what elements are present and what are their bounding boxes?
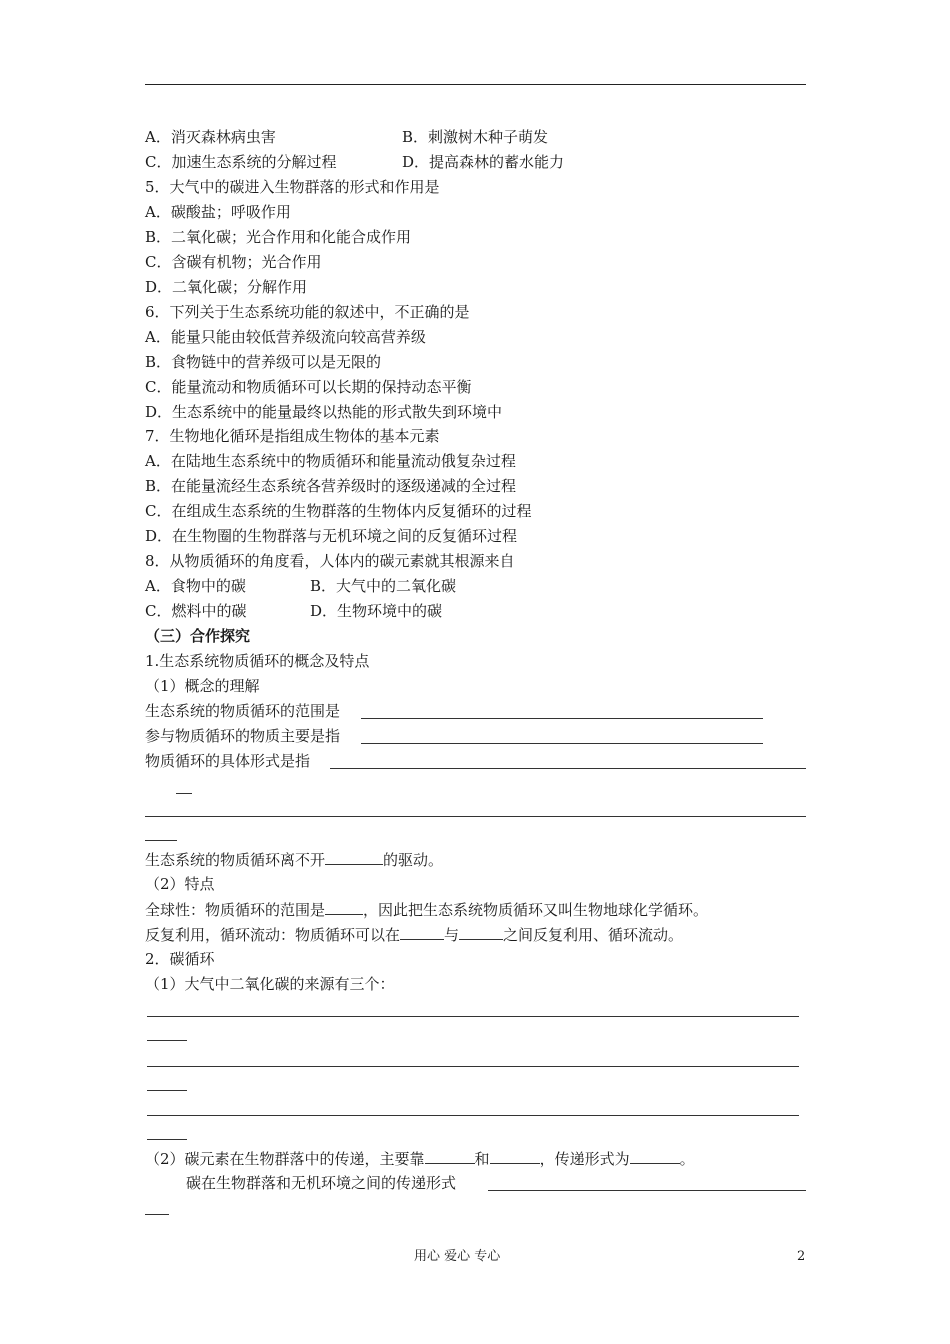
q8-option-d: D．生物环境中的碳 bbox=[310, 602, 443, 620]
drive-label-b: 的驱动。 bbox=[383, 851, 444, 869]
q7-option-b: B．在能量流经生态系统各营养级时的逐级递减的全过程 bbox=[145, 477, 517, 495]
carbon-form-label: 碳在生物群落和无机环境之间的传递形式 bbox=[186, 1174, 457, 1192]
footer-motto: 用心 爱心 专心 bbox=[414, 1249, 501, 1264]
co2-source-blank-2[interactable] bbox=[147, 1066, 799, 1067]
q5-option-c: C．含碳有机物；光合作用 bbox=[145, 253, 322, 271]
section-heading: （三）合作探究 bbox=[145, 627, 251, 645]
q4-option-a: A．消灭森林病虫害 bbox=[145, 128, 276, 146]
q5-option-b: B．二氧化碳；光合作用和化能合成作用 bbox=[145, 228, 412, 246]
drive-line bbox=[145, 849, 443, 869]
carbon-transfer-b: 和 bbox=[474, 1150, 490, 1168]
range-blank[interactable] bbox=[361, 718, 763, 719]
matter-blank[interactable] bbox=[361, 743, 763, 744]
sub2-title: （2）特点 bbox=[145, 875, 215, 893]
reuse-line bbox=[145, 924, 683, 944]
reuse-label-b: 与 bbox=[444, 926, 460, 944]
drive-label-a: 生态系统的物质循环离不开 bbox=[145, 851, 326, 869]
form-blank-4[interactable] bbox=[145, 840, 177, 841]
q6-option-a: A．能量只能由较低营养级流向较高营养级 bbox=[145, 328, 426, 346]
q5-option-a: A．碳酸盐；呼吸作用 bbox=[145, 203, 291, 221]
carbon-transfer-line bbox=[145, 1148, 695, 1168]
header-rule bbox=[145, 84, 806, 85]
form-blank-2[interactable] bbox=[176, 793, 192, 794]
q6-option-d: D．生态系统中的能量最终以热能的形式散失到环境中 bbox=[145, 403, 503, 421]
q8-stem: 8．从物质循环的角度看，人体内的碳元素就其根源来自 bbox=[145, 552, 515, 570]
range-label: 生态系统的物质循环的范围是 bbox=[145, 702, 341, 720]
carbon-form-blank-1[interactable] bbox=[488, 1190, 806, 1191]
global-blank[interactable] bbox=[325, 899, 363, 915]
carbon-blank-3[interactable] bbox=[630, 1148, 680, 1164]
q5-stem: 5．大气中的碳进入生物群落的形式和作用是 bbox=[145, 178, 440, 196]
q4-option-c: C．加速生态系统的分解过程 bbox=[145, 153, 337, 171]
carbon-blank-2[interactable] bbox=[490, 1148, 540, 1164]
global-label-b: ，因此把生态系统物质循环又叫生物地球化学循环。 bbox=[363, 901, 709, 919]
q7-option-a: A．在陆地生态系统中的物质循环和能量流动俄复杂过程 bbox=[145, 452, 516, 470]
co2-source-blank-2b[interactable] bbox=[147, 1090, 187, 1091]
q8-option-a: A．食物中的碳 bbox=[145, 577, 246, 595]
q4-option-d: D．提高森林的蓄水能力 bbox=[402, 153, 565, 171]
q8-option-b: B．大气中的二氧化碳 bbox=[310, 577, 457, 595]
global-label-a: 全球性：物质循环的范围是 bbox=[145, 901, 326, 919]
carbon-transfer-c: ，传递形式为 bbox=[539, 1150, 630, 1168]
carbon-form-blank-2[interactable] bbox=[145, 1214, 169, 1215]
form-blank-1[interactable] bbox=[330, 768, 806, 769]
q6-option-c: C．能量流动和物质循环可以长期的保持动态平衡 bbox=[145, 378, 472, 396]
carbon-transfer-d: 。 bbox=[679, 1150, 695, 1168]
co2-source-blank-3[interactable] bbox=[147, 1115, 799, 1116]
co2-source-blank-1[interactable] bbox=[147, 1016, 799, 1017]
carbon-transfer-a: （2）碳元素在生物群落中的传递，主要靠 bbox=[145, 1150, 425, 1168]
global-line bbox=[145, 899, 708, 919]
q4-option-b: B．刺激树木种子萌发 bbox=[402, 128, 549, 146]
reuse-label-a: 反复利用，循环流动：物质循环可以在 bbox=[145, 926, 401, 944]
q7-option-c: C．在组成生态系统的生物群落的生物体内反复循环的过程 bbox=[145, 502, 532, 520]
q5-option-d: D．二氧化碳；分解作用 bbox=[145, 278, 308, 296]
reuse-blank-2[interactable] bbox=[459, 924, 503, 940]
q7-option-d: D．在生物圈的生物群落与无机环境之间的反复循环过程 bbox=[145, 527, 518, 545]
drive-blank[interactable] bbox=[325, 849, 383, 865]
form-blank-3[interactable] bbox=[145, 816, 806, 817]
item2-title: 2．碳循环 bbox=[145, 950, 215, 968]
item1-title: 1.生态系统物质循环的概念及特点 bbox=[145, 652, 370, 670]
co2-source-blank-3b[interactable] bbox=[147, 1139, 187, 1140]
co2-sources-label: （1）大气中二氧化碳的来源有三个： bbox=[145, 975, 395, 993]
q6-stem: 6．下列关于生态系统功能的叙述中，不正确的是 bbox=[145, 303, 470, 321]
form-label: 物质循环的具体形式是指 bbox=[145, 752, 311, 770]
q7-stem: 7．生物地化循环是指组成生物体的基本元素 bbox=[145, 427, 440, 445]
page-number: 2 bbox=[797, 1249, 806, 1264]
reuse-label-c: 之间反复利用、循环流动。 bbox=[503, 926, 684, 944]
reuse-blank-1[interactable] bbox=[400, 924, 444, 940]
q6-option-b: B．食物链中的营养级可以是无限的 bbox=[145, 353, 382, 371]
co2-source-blank-1b[interactable] bbox=[147, 1040, 187, 1041]
carbon-blank-1[interactable] bbox=[425, 1148, 475, 1164]
sub1-title: （1）概念的理解 bbox=[145, 677, 260, 695]
matter-label: 参与物质循环的物质主要是指 bbox=[145, 727, 341, 745]
q8-option-c: C．燃料中的碳 bbox=[145, 602, 247, 620]
